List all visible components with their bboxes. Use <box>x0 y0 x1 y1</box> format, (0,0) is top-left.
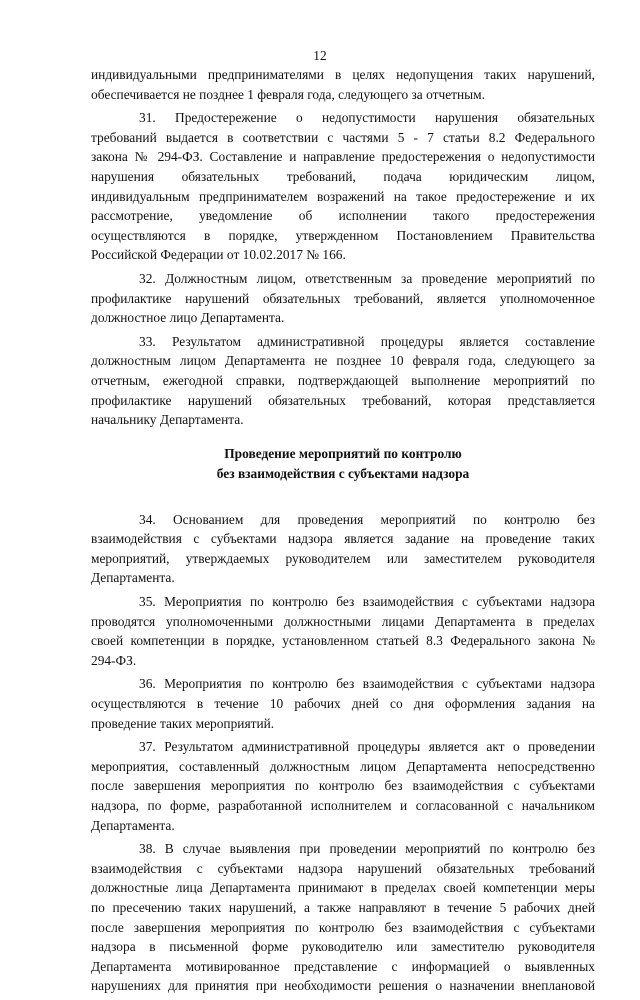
paragraph-36 <box>91 674 595 733</box>
text-line: обеспечивается не позднее 1 февраля года, следующего за отчетным. <box>91 86 485 102</box>
text-line: рассмотрение, уведомление об исполнении такого предостережения <box>91 208 595 224</box>
paragraph-37 <box>91 737 595 835</box>
text-line: должностное лицо Департамента. <box>91 310 285 326</box>
text-line: 38. В случае выявления при проведении мероприятий по контролю без <box>139 841 595 857</box>
text-line: профилактике нарушений обязательных требований, которая представляется <box>91 392 595 408</box>
text-line: должностным лицом Департамента не позднее 10 февраля года, следующего за <box>91 353 595 369</box>
text-line: индивидуальными предпринимателями в целях недопущения таких нарушений, <box>91 67 595 82</box>
text-line: 35. Мероприятия по контролю без взаимодействия с субъектами надзора <box>139 594 595 610</box>
text-line: индивидуальным предпринимателем возражений на такое предостережение и их <box>91 188 595 204</box>
text-line: закона № 294-ФЗ. Составление и направление предостережения о недопустимости <box>91 149 595 165</box>
text-line: надзора, по форме, разработанной исполнителем и согласованной с начальником <box>91 798 595 813</box>
text-line: Департамента. <box>91 817 175 833</box>
document-body <box>91 65 595 1000</box>
text-line: своей компетенции в порядке, установленном статьей 8.3 Федерального закона № <box>91 633 595 649</box>
text-line: надзора в письменной форме руководителю или заместителю руководителя <box>91 939 595 955</box>
text-line: требований выдается в соответствии с частями 5 - 7 статьи 8.2 Федерального <box>91 129 595 145</box>
text-line: 34. Основанием для проведения мероприятий по контролю без <box>139 511 595 527</box>
text-line: 31. Предостережение о недопустимости нарушения обязательных <box>139 110 595 126</box>
text-line: 37. Результатом административной процедуры является акт о проведении <box>139 739 595 755</box>
text-line: после завершения мероприятия по контролю без взаимодействия с субъектами <box>91 778 595 794</box>
page-number: 12 <box>313 48 327 63</box>
text-line: 36. Мероприятия по контролю без взаимодействия с субъектами надзора <box>139 676 595 692</box>
text-line: Российской Федерации от 10.02.2017 № 166. <box>91 247 346 263</box>
text-line: мероприятий, утверждаемых руководителем или заместителем руководителя <box>91 550 595 566</box>
paragraph-intro <box>91 65 595 104</box>
paragraph-31 <box>91 108 595 265</box>
paragraph-38 <box>91 839 595 996</box>
text-line: осуществляются в порядке, утвержденном Постановлением Правительства <box>91 227 595 243</box>
text-line: проводятся уполномоченными должностными лицами Департамента в пределах <box>91 613 595 629</box>
text-line: нарушениях для принятия при необходимости решения о назначении внеплановой <box>91 978 595 994</box>
text-line: проведение таких мероприятий. <box>91 715 275 731</box>
text-line: после завершения мероприятия по контролю без взаимодействия с субъектами <box>91 919 595 935</box>
text-line: взаимодействия с субъектами надзора является задание на проведение таких <box>91 531 595 547</box>
text-line: 294-ФЗ. <box>91 652 137 668</box>
text-line: 32. Должностным лицом, ответственным за проведение мероприятий по <box>139 270 595 286</box>
section-heading <box>91 444 595 484</box>
paragraph-32 <box>91 269 595 328</box>
text-line: 33. Результатом административной процедуры является составление <box>139 333 595 349</box>
text-line: мероприятия, составленный должностным лицом Департамента непосредственно <box>91 758 595 774</box>
heading-line: без взаимодействия с субъектами надзора <box>216 465 470 481</box>
text-line: профилактике нарушений обязательных требований, является уполномоченное <box>91 290 595 306</box>
paragraph-33 <box>91 332 595 430</box>
text-line: по пресечению таких нарушений, а также направляют в течение 5 рабочих дней <box>91 899 595 915</box>
text-line: Департамента. <box>91 570 175 586</box>
text-line: должностные лица Департамента принимают в пределах своей компетенции меры <box>91 880 595 896</box>
text-line: нарушения обязательных требований, подача юридическим лицом, <box>91 168 595 184</box>
text-line: начальнику Департамента. <box>91 412 244 428</box>
text-line: Департамента мотивированное представление с информацией о выявленных <box>91 958 595 974</box>
text-line: отчетным, ежегодной справки, подтверждающей выполнение мероприятий по <box>91 372 595 388</box>
heading-line: Проведение мероприятий по контролю <box>224 445 462 461</box>
paragraph-34 <box>91 510 595 588</box>
text-line: осуществляются в течение 10 рабочих дней со дня оформления задания на <box>91 696 595 712</box>
paragraph-35 <box>91 592 595 670</box>
text-line: взаимодействия с субъектами надзора нарушений обязательных требований <box>91 860 595 876</box>
